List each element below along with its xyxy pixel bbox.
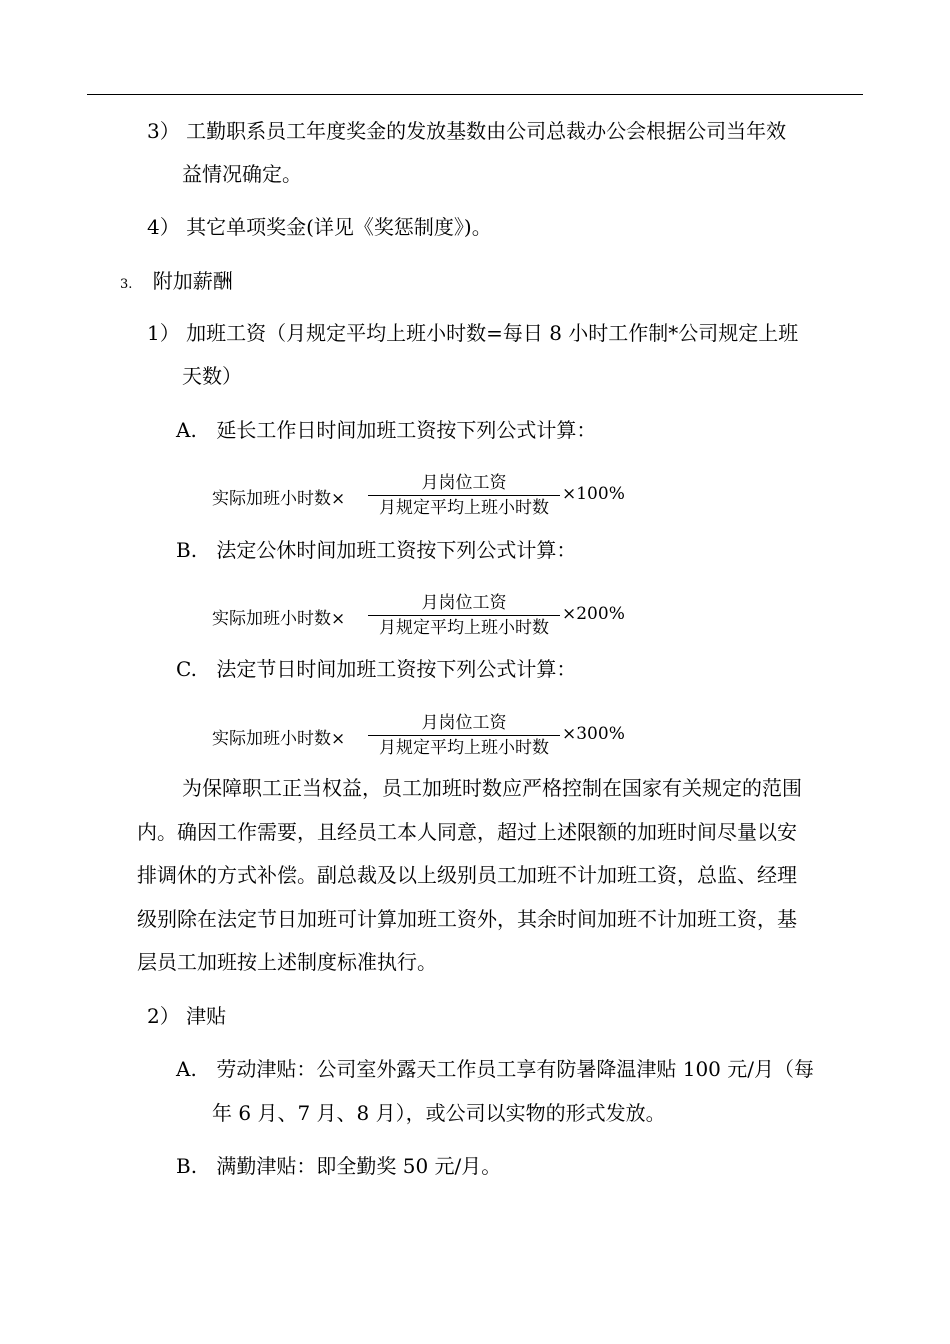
fraction-bar	[368, 735, 560, 736]
formula-rhs: ×200%	[562, 604, 625, 624]
list-item-overtime	[147, 320, 798, 346]
formula-fraction	[368, 592, 560, 639]
formula-lhs: 实际加班小时数×	[212, 729, 346, 749]
formula-rhs: ×100%	[562, 484, 625, 504]
item-text: 劳动津贴：公司室外露天工作员工享有防暑降温津贴 100 元/月（每	[216, 1057, 814, 1081]
item-text: 工勤职系员工年度奖金的发放基数由公司总裁办公会根据公司当年效	[186, 119, 787, 143]
formula-numerator: 月岗位工资	[421, 713, 507, 733]
section-number: 3.	[120, 277, 133, 292]
paragraph-line-3: 排调休的方式补偿。副总裁及以上级别员工加班不计加班工资，总监、经理	[137, 863, 797, 887]
paragraph-line-2: 内。确因工作需要，且经员工本人同意，超过上述限额的加班时间尽量以安	[137, 820, 797, 844]
item-number: 2）	[147, 1004, 180, 1028]
list-item-4	[147, 214, 492, 240]
paragraph-line-4: 级别除在法定节日加班可计算加班工资外，其余时间加班不计加班工资，基	[137, 907, 797, 931]
paragraph-line-5: 层员工加班按上述制度标准执行。	[137, 950, 437, 974]
item-text: 满勤津贴：即全勤奖 50 元/月。	[216, 1154, 502, 1178]
formula-numerator: 月岗位工资	[421, 593, 507, 613]
item-letter: B.	[176, 538, 198, 562]
item-number: 1）	[147, 321, 180, 345]
item-text: 法定公休时间加班工资按下列公式计算：	[216, 538, 577, 562]
formula-1	[212, 472, 632, 518]
list-item-overtime-cont: 天数）	[182, 364, 242, 388]
allowance-a	[176, 1056, 814, 1082]
formula-lhs: 实际加班小时数×	[212, 609, 346, 629]
item-letter: C.	[176, 657, 197, 681]
item-letter: B.	[176, 1154, 198, 1178]
item-text: 法定节日时间加班工资按下列公式计算：	[216, 657, 577, 681]
fraction-bar	[368, 495, 560, 496]
list-item-allowance	[147, 1003, 226, 1029]
formula-denominator: 月规定平均上班小时数	[379, 618, 549, 638]
item-text: 延长工作日时间加班工资按下列公式计算：	[216, 418, 597, 442]
allowance-a-cont: 年 6 月、7 月、8 月），或公司以实物的形式发放。	[212, 1101, 666, 1125]
item-text: 加班工资（月规定平均上班小时数=每日 8 小时工作制*公司规定上班	[186, 321, 799, 345]
item-number: 3）	[147, 119, 180, 143]
formula-numerator: 月岗位工资	[421, 473, 507, 493]
list-item-c	[176, 656, 576, 682]
list-item-3-cont: 益情况确定。	[182, 162, 302, 186]
item-number: 4）	[147, 215, 180, 239]
list-item-a	[176, 417, 596, 443]
section-heading-3	[120, 268, 233, 298]
item-text: 津贴	[186, 1004, 227, 1028]
paragraph-line-1: 为保障职工正当权益，员工加班时数应严格控制在国家有关规定的范围	[182, 776, 802, 800]
formula-2	[212, 592, 632, 638]
formula-fraction	[368, 472, 560, 519]
allowance-b	[176, 1153, 501, 1179]
formula-3	[212, 712, 632, 758]
section-title: 附加薪酬	[152, 269, 233, 293]
fraction-bar	[368, 615, 560, 616]
formula-lhs: 实际加班小时数×	[212, 489, 346, 509]
item-letter: A.	[176, 1057, 197, 1081]
formula-fraction	[368, 712, 560, 759]
header-rule	[87, 94, 863, 95]
item-text: 其它单项奖金(详见《奖惩制度》)。	[186, 215, 492, 239]
item-letter: A.	[176, 418, 197, 442]
formula-denominator: 月规定平均上班小时数	[379, 738, 549, 758]
list-item-b	[176, 537, 576, 563]
list-item-3	[147, 118, 786, 144]
formula-denominator: 月规定平均上班小时数	[379, 498, 549, 518]
formula-rhs: ×300%	[562, 724, 625, 744]
